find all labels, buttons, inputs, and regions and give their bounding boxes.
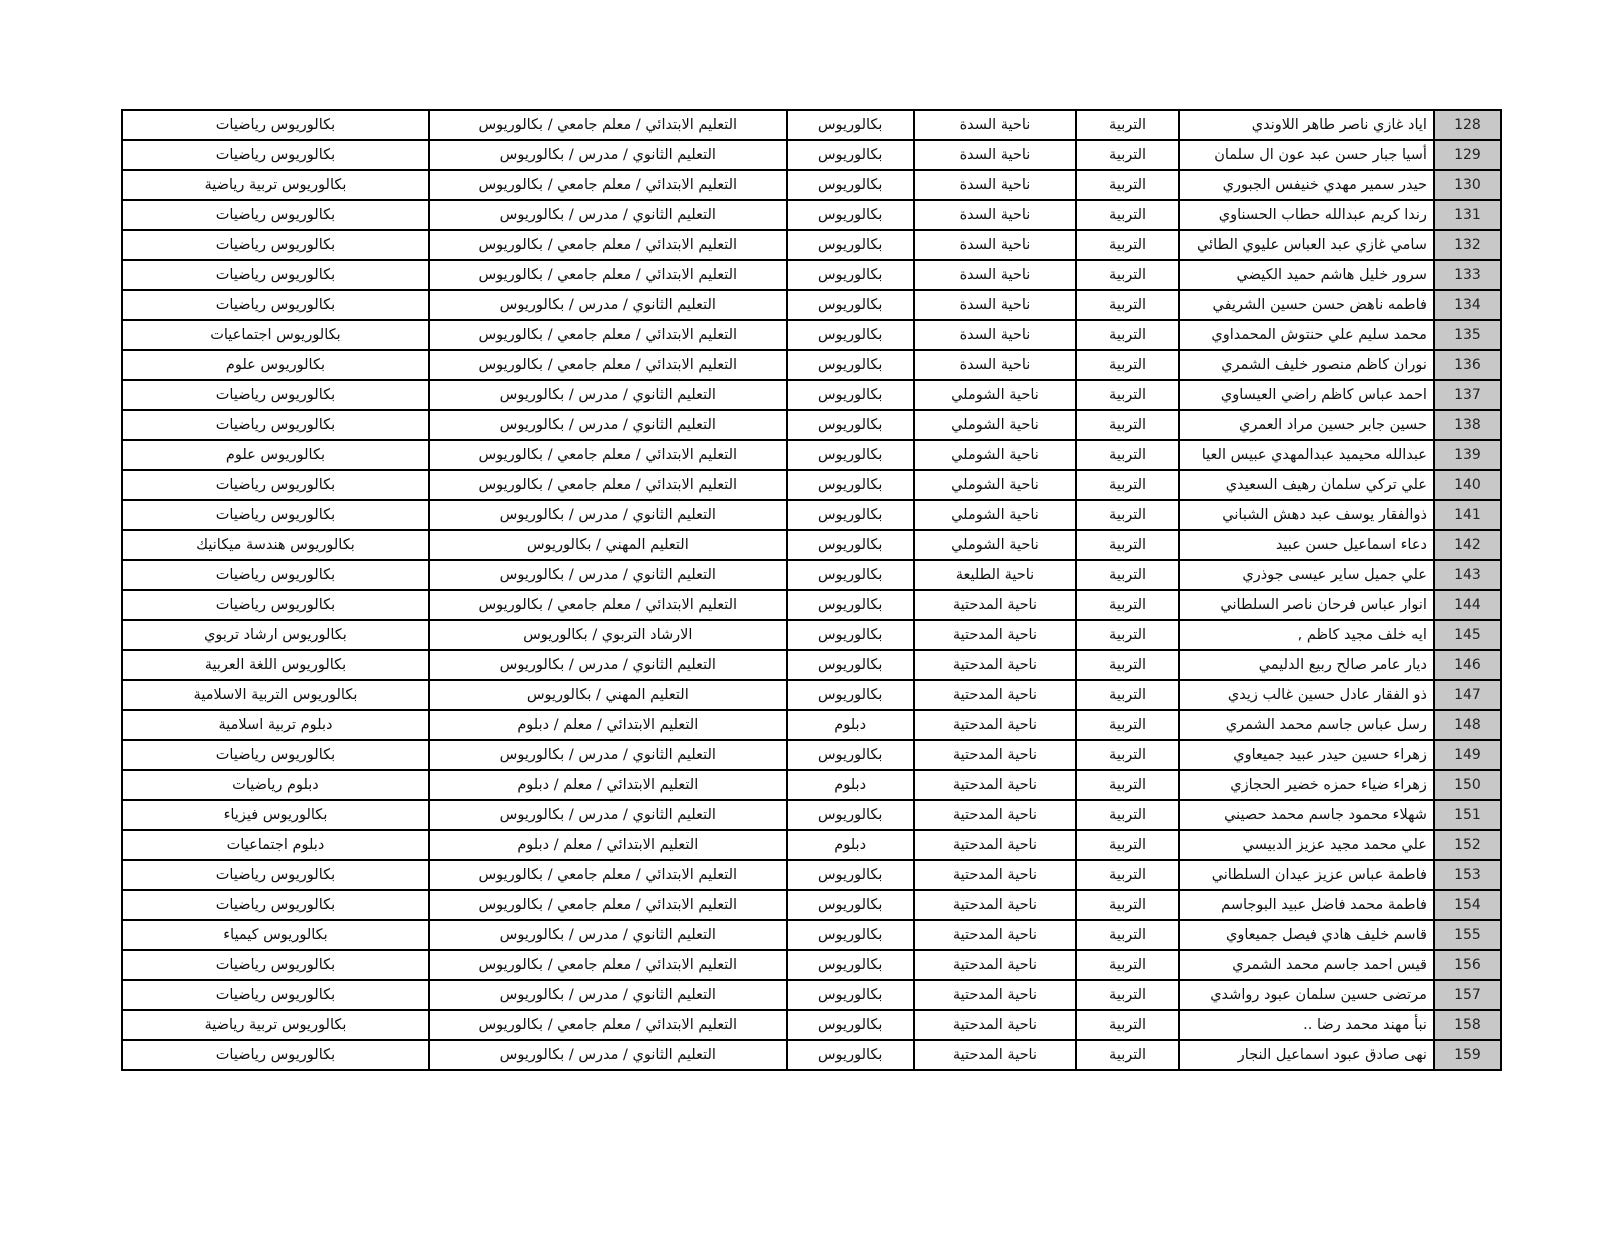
certificate-cell: بكالوريوس bbox=[787, 680, 914, 710]
area-cell: ناحية المدحتية bbox=[914, 800, 1077, 830]
specialization-cell: بكالوريوس هندسة ميكانيك bbox=[122, 530, 429, 560]
specialization-cell: بكالوريوس رياضيات bbox=[122, 950, 429, 980]
name-cell: اياد غازي ناصر طاهر اللاوندي bbox=[1179, 110, 1434, 140]
certificate-cell: بكالوريوس bbox=[787, 1040, 914, 1070]
name-cell: رندا كريم عبدالله حطاب الحسناوي bbox=[1179, 200, 1434, 230]
specialization-cell: بكالوريوس رياضيات bbox=[122, 290, 429, 320]
table-row bbox=[122, 800, 1501, 830]
row-number-cell: 155 bbox=[1434, 920, 1501, 950]
specialization-cell: بكالوريوس علوم bbox=[122, 350, 429, 380]
table-row bbox=[122, 110, 1501, 140]
name-cell: دعاء اسماعيل حسن عبيد bbox=[1179, 530, 1434, 560]
row-number-cell: 154 bbox=[1434, 890, 1501, 920]
specialization-cell: بكالوريوس اللغة العربية bbox=[122, 650, 429, 680]
name-cell: ديار عامر صالح ربيع الدليمي bbox=[1179, 650, 1434, 680]
job-category-cell: التعليم الثانوي / مدرس / بكالوريوس bbox=[429, 410, 787, 440]
job-category-cell: التعليم الابتدائي / معلم جامعي / بكالوريوس bbox=[429, 1010, 787, 1040]
job-category-cell: التعليم الابتدائي / معلم جامعي / بكالوريوس bbox=[429, 170, 787, 200]
row-number-cell: 159 bbox=[1434, 1040, 1501, 1070]
certificate-cell: بكالوريوس bbox=[787, 980, 914, 1010]
name-cell: علي تركي سلمان رهيف السعيدي bbox=[1179, 470, 1434, 500]
certificate-cell: بكالوريوس bbox=[787, 1010, 914, 1040]
area-cell: ناحية الشوملي bbox=[914, 470, 1077, 500]
table-row bbox=[122, 230, 1501, 260]
name-cell: نبأ مهند محمد رضا .. bbox=[1179, 1010, 1434, 1040]
job-category-cell: التعليم الثانوي / مدرس / بكالوريوس bbox=[429, 980, 787, 1010]
certificate-cell: دبلوم bbox=[787, 710, 914, 740]
specialization-cell: بكالوريوس رياضيات bbox=[122, 980, 429, 1010]
name-cell: فاطمه ناهض حسن حسين الشريفي bbox=[1179, 290, 1434, 320]
specialization-cell: بكالوريوس رياضيات bbox=[122, 410, 429, 440]
department-cell: التربية bbox=[1076, 500, 1179, 530]
specialization-cell: بكالوريوس اجتماعيات bbox=[122, 320, 429, 350]
department-cell: التربية bbox=[1076, 1010, 1179, 1040]
area-cell: ناحية المدحتية bbox=[914, 620, 1077, 650]
row-number-cell: 157 bbox=[1434, 980, 1501, 1010]
area-cell: ناحية السدة bbox=[914, 140, 1077, 170]
department-cell: التربية bbox=[1076, 740, 1179, 770]
area-cell: ناحية الطليعة bbox=[914, 560, 1077, 590]
department-cell: التربية bbox=[1076, 380, 1179, 410]
name-cell: سرور خليل هاشم حميد الكيضي bbox=[1179, 260, 1434, 290]
row-number-cell: 146 bbox=[1434, 650, 1501, 680]
department-cell: التربية bbox=[1076, 560, 1179, 590]
specialization-cell: بكالوريوس تربية رياضية bbox=[122, 170, 429, 200]
table-row bbox=[122, 380, 1501, 410]
department-cell: التربية bbox=[1076, 1040, 1179, 1070]
row-number-cell: 153 bbox=[1434, 860, 1501, 890]
job-category-cell: التعليم الابتدائي / معلم / دبلوم bbox=[429, 830, 787, 860]
name-cell: قاسم خليف هادي فيصل جميعاوي bbox=[1179, 920, 1434, 950]
area-cell: ناحية السدة bbox=[914, 350, 1077, 380]
specialization-cell: بكالوريوس التربية الاسلامية bbox=[122, 680, 429, 710]
table-row bbox=[122, 410, 1501, 440]
table-row bbox=[122, 140, 1501, 170]
department-cell: التربية bbox=[1076, 350, 1179, 380]
row-number-cell: 150 bbox=[1434, 770, 1501, 800]
department-cell: التربية bbox=[1076, 830, 1179, 860]
area-cell: ناحية المدحتية bbox=[914, 1040, 1077, 1070]
job-category-cell: التعليم الابتدائي / معلم جامعي / بكالوريوس bbox=[429, 110, 787, 140]
table-row bbox=[122, 290, 1501, 320]
table-row bbox=[122, 830, 1501, 860]
specialization-cell: بكالوريوس رياضيات bbox=[122, 230, 429, 260]
table-row bbox=[122, 920, 1501, 950]
department-cell: التربية bbox=[1076, 470, 1179, 500]
table-row bbox=[122, 890, 1501, 920]
department-cell: التربية bbox=[1076, 200, 1179, 230]
department-cell: التربية bbox=[1076, 230, 1179, 260]
job-category-cell: التعليم الثانوي / مدرس / بكالوريوس bbox=[429, 200, 787, 230]
table-row bbox=[122, 950, 1501, 980]
name-cell: ايه خلف مجيد كاظم , bbox=[1179, 620, 1434, 650]
table-row bbox=[122, 500, 1501, 530]
specialization-cell: بكالوريوس رياضيات bbox=[122, 890, 429, 920]
name-cell: علي جميل ساير عيسى جوذري bbox=[1179, 560, 1434, 590]
job-category-cell: التعليم الثانوي / مدرس / بكالوريوس bbox=[429, 380, 787, 410]
department-cell: التربية bbox=[1076, 320, 1179, 350]
specialization-cell: بكالوريوس رياضيات bbox=[122, 860, 429, 890]
table-row bbox=[122, 170, 1501, 200]
specialization-cell: بكالوريوس تربية رياضية bbox=[122, 1010, 429, 1040]
area-cell: ناحية المدحتية bbox=[914, 770, 1077, 800]
area-cell: ناحية المدحتية bbox=[914, 890, 1077, 920]
job-category-cell: التعليم الثانوي / مدرس / بكالوريوس bbox=[429, 140, 787, 170]
area-cell: ناحية الشوملي bbox=[914, 440, 1077, 470]
area-cell: ناحية المدحتية bbox=[914, 860, 1077, 890]
row-number-cell: 138 bbox=[1434, 410, 1501, 440]
certificate-cell: بكالوريوس bbox=[787, 500, 914, 530]
row-number-cell: 131 bbox=[1434, 200, 1501, 230]
row-number-cell: 144 bbox=[1434, 590, 1501, 620]
area-cell: ناحية الشوملي bbox=[914, 410, 1077, 440]
department-cell: التربية bbox=[1076, 170, 1179, 200]
job-category-cell: التعليم المهني / بكالوريوس bbox=[429, 680, 787, 710]
specialization-cell: بكالوريوس كيمياء bbox=[122, 920, 429, 950]
job-category-cell: التعليم الابتدائي / معلم جامعي / بكالوريوس bbox=[429, 890, 787, 920]
table-row bbox=[122, 680, 1501, 710]
row-number-cell: 133 bbox=[1434, 260, 1501, 290]
table-row bbox=[122, 530, 1501, 560]
certificate-cell: بكالوريوس bbox=[787, 440, 914, 470]
name-cell: عبدالله محيميد عبدالمهدي عبيس العيا bbox=[1179, 440, 1434, 470]
table-row bbox=[122, 1040, 1501, 1070]
job-category-cell: التعليم الابتدائي / معلم جامعي / بكالوريوس bbox=[429, 230, 787, 260]
job-category-cell: التعليم الابتدائي / معلم جامعي / بكالوريوس bbox=[429, 440, 787, 470]
name-cell: حسين جابر حسين مراد العمري bbox=[1179, 410, 1434, 440]
department-cell: التربية bbox=[1076, 290, 1179, 320]
area-cell: ناحية المدحتية bbox=[914, 920, 1077, 950]
area-cell: ناحية المدحتية bbox=[914, 1010, 1077, 1040]
table-row bbox=[122, 590, 1501, 620]
certificate-cell: دبلوم bbox=[787, 830, 914, 860]
table-row bbox=[122, 860, 1501, 890]
name-cell: شهلاء محمود جاسم محمد حصيني bbox=[1179, 800, 1434, 830]
job-category-cell: التعليم الابتدائي / معلم جامعي / بكالوريوس bbox=[429, 950, 787, 980]
department-cell: التربية bbox=[1076, 710, 1179, 740]
certificate-cell: بكالوريوس bbox=[787, 140, 914, 170]
name-cell: زهراء ضياء حمزه خضير الحجازي bbox=[1179, 770, 1434, 800]
table-row bbox=[122, 560, 1501, 590]
row-number-cell: 135 bbox=[1434, 320, 1501, 350]
certificate-cell: بكالوريوس bbox=[787, 110, 914, 140]
specialization-cell: بكالوريوس رياضيات bbox=[122, 140, 429, 170]
area-cell: ناحية السدة bbox=[914, 200, 1077, 230]
name-cell: ذوالفقار يوسف عبد دهش الشباني bbox=[1179, 500, 1434, 530]
job-category-cell: التعليم الابتدائي / معلم جامعي / بكالوريوس bbox=[429, 860, 787, 890]
job-category-cell: التعليم الثانوي / مدرس / بكالوريوس bbox=[429, 560, 787, 590]
specialization-cell: بكالوريوس رياضيات bbox=[122, 470, 429, 500]
department-cell: التربية bbox=[1076, 620, 1179, 650]
department-cell: التربية bbox=[1076, 890, 1179, 920]
specialization-cell: بكالوريوس رياضيات bbox=[122, 1040, 429, 1070]
certificate-cell: بكالوريوس bbox=[787, 590, 914, 620]
row-number-cell: 134 bbox=[1434, 290, 1501, 320]
table-row bbox=[122, 350, 1501, 380]
specialization-cell: بكالوريوس ارشاد تربوي bbox=[122, 620, 429, 650]
table-row bbox=[122, 470, 1501, 500]
department-cell: التربية bbox=[1076, 680, 1179, 710]
area-cell: ناحية المدحتية bbox=[914, 740, 1077, 770]
certificate-cell: بكالوريوس bbox=[787, 920, 914, 950]
name-cell: أسيا جبار حسن عبد عون ال سلمان bbox=[1179, 140, 1434, 170]
row-number-cell: 151 bbox=[1434, 800, 1501, 830]
certificate-cell: بكالوريوس bbox=[787, 380, 914, 410]
row-number-cell: 140 bbox=[1434, 470, 1501, 500]
department-cell: التربية bbox=[1076, 650, 1179, 680]
department-cell: التربية bbox=[1076, 530, 1179, 560]
area-cell: ناحية الشوملي bbox=[914, 530, 1077, 560]
row-number-cell: 129 bbox=[1434, 140, 1501, 170]
table-row bbox=[122, 710, 1501, 740]
area-cell: ناحية المدحتية bbox=[914, 950, 1077, 980]
specialization-cell: بكالوريوس فيزياء bbox=[122, 800, 429, 830]
job-category-cell: التعليم الثانوي / مدرس / بكالوريوس bbox=[429, 920, 787, 950]
department-cell: التربية bbox=[1076, 860, 1179, 890]
row-number-cell: 143 bbox=[1434, 560, 1501, 590]
certificate-cell: بكالوريوس bbox=[787, 170, 914, 200]
row-number-cell: 128 bbox=[1434, 110, 1501, 140]
name-cell: ذو الفقار عادل حسين غالب زيدي bbox=[1179, 680, 1434, 710]
job-category-cell: التعليم الابتدائي / معلم جامعي / بكالوريوس bbox=[429, 350, 787, 380]
certificate-cell: بكالوريوس bbox=[787, 230, 914, 260]
row-number-cell: 141 bbox=[1434, 500, 1501, 530]
area-cell: ناحية السدة bbox=[914, 320, 1077, 350]
area-cell: ناحية الشوملي bbox=[914, 500, 1077, 530]
job-category-cell: التعليم الثانوي / مدرس / بكالوريوس bbox=[429, 800, 787, 830]
table-row bbox=[122, 1010, 1501, 1040]
department-cell: التربية bbox=[1076, 260, 1179, 290]
area-cell: ناحية السدة bbox=[914, 230, 1077, 260]
row-number-cell: 145 bbox=[1434, 620, 1501, 650]
name-cell: نهى صادق عبود اسماعيل النجار bbox=[1179, 1040, 1434, 1070]
row-number-cell: 136 bbox=[1434, 350, 1501, 380]
name-cell: انوار عباس فرحان ناصر السلطاني bbox=[1179, 590, 1434, 620]
specialization-cell: بكالوريوس علوم bbox=[122, 440, 429, 470]
department-cell: التربية bbox=[1076, 140, 1179, 170]
specialization-cell: بكالوريوس رياضيات bbox=[122, 500, 429, 530]
specialization-cell: بكالوريوس رياضيات bbox=[122, 560, 429, 590]
certificate-cell: بكالوريوس bbox=[787, 800, 914, 830]
specialization-cell: دبلوم تربية اسلامية bbox=[122, 710, 429, 740]
department-cell: التربية bbox=[1076, 980, 1179, 1010]
certificate-cell: بكالوريوس bbox=[787, 410, 914, 440]
department-cell: التربية bbox=[1076, 440, 1179, 470]
row-number-cell: 139 bbox=[1434, 440, 1501, 470]
row-number-cell: 156 bbox=[1434, 950, 1501, 980]
job-category-cell: التعليم الابتدائي / معلم / دبلوم bbox=[429, 770, 787, 800]
name-cell: محمد سليم علي حنتوش المحمداوي bbox=[1179, 320, 1434, 350]
certificate-cell: بكالوريوس bbox=[787, 890, 914, 920]
table-row bbox=[122, 320, 1501, 350]
certificate-cell: بكالوريوس bbox=[787, 620, 914, 650]
area-cell: ناحية الشوملي bbox=[914, 380, 1077, 410]
table-row bbox=[122, 740, 1501, 770]
table-row bbox=[122, 770, 1501, 800]
certificate-cell: بكالوريوس bbox=[787, 200, 914, 230]
certificate-cell: بكالوريوس bbox=[787, 740, 914, 770]
area-cell: ناحية السدة bbox=[914, 290, 1077, 320]
department-cell: التربية bbox=[1076, 920, 1179, 950]
table-body bbox=[122, 110, 1501, 1070]
name-cell: فاطمة عباس عزيز عيدان السلطاني bbox=[1179, 860, 1434, 890]
table-row bbox=[122, 440, 1501, 470]
table-row bbox=[122, 980, 1501, 1010]
name-cell: علي محمد مجيد عزيز الدبيسي bbox=[1179, 830, 1434, 860]
specialization-cell: دبلوم رياضيات bbox=[122, 770, 429, 800]
area-cell: ناحية المدحتية bbox=[914, 650, 1077, 680]
name-cell: نوران كاظم منصور خليف الشمري bbox=[1179, 350, 1434, 380]
department-cell: التربية bbox=[1076, 770, 1179, 800]
row-number-cell: 137 bbox=[1434, 380, 1501, 410]
specialization-cell: بكالوريوس رياضيات bbox=[122, 740, 429, 770]
name-cell: قيس احمد جاسم محمد الشمري bbox=[1179, 950, 1434, 980]
row-number-cell: 142 bbox=[1434, 530, 1501, 560]
department-cell: التربية bbox=[1076, 950, 1179, 980]
department-cell: التربية bbox=[1076, 410, 1179, 440]
name-cell: سامي غازي عبد العباس عليوي الطائي bbox=[1179, 230, 1434, 260]
name-cell: رسل عباس جاسم محمد الشمري bbox=[1179, 710, 1434, 740]
specialization-cell: بكالوريوس رياضيات bbox=[122, 260, 429, 290]
certificate-cell: بكالوريوس bbox=[787, 470, 914, 500]
area-cell: ناحية المدحتية bbox=[914, 680, 1077, 710]
certificate-cell: دبلوم bbox=[787, 770, 914, 800]
row-number-cell: 130 bbox=[1434, 170, 1501, 200]
row-number-cell: 158 bbox=[1434, 1010, 1501, 1040]
job-category-cell: التعليم الثانوي / مدرس / بكالوريوس bbox=[429, 290, 787, 320]
certificate-cell: بكالوريوس bbox=[787, 650, 914, 680]
table-row bbox=[122, 200, 1501, 230]
specialization-cell: دبلوم اجتماعيات bbox=[122, 830, 429, 860]
job-category-cell: التعليم الثانوي / مدرس / بكالوريوس bbox=[429, 500, 787, 530]
certificate-cell: بكالوريوس bbox=[787, 350, 914, 380]
name-cell: فاطمة محمد فاضل عبيد البوجاسم bbox=[1179, 890, 1434, 920]
specialization-cell: بكالوريوس رياضيات bbox=[122, 200, 429, 230]
name-cell: زهراء حسين حيدر عبيد جميعاوي bbox=[1179, 740, 1434, 770]
specialization-cell: بكالوريوس رياضيات bbox=[122, 380, 429, 410]
appointments-table bbox=[121, 109, 1502, 1071]
certificate-cell: بكالوريوس bbox=[787, 320, 914, 350]
area-cell: ناحية المدحتية bbox=[914, 590, 1077, 620]
table-row bbox=[122, 260, 1501, 290]
area-cell: ناحية المدحتية bbox=[914, 980, 1077, 1010]
row-number-cell: 132 bbox=[1434, 230, 1501, 260]
specialization-cell: بكالوريوس رياضيات bbox=[122, 110, 429, 140]
job-category-cell: التعليم الابتدائي / معلم جامعي / بكالوريوس bbox=[429, 470, 787, 500]
table-row bbox=[122, 650, 1501, 680]
area-cell: ناحية السدة bbox=[914, 170, 1077, 200]
department-cell: التربية bbox=[1076, 110, 1179, 140]
certificate-cell: بكالوريوس bbox=[787, 860, 914, 890]
job-category-cell: التعليم الابتدائي / معلم / دبلوم bbox=[429, 710, 787, 740]
job-category-cell: الارشاد التربوي / بكالوريوس bbox=[429, 620, 787, 650]
job-category-cell: التعليم الثانوي / مدرس / بكالوريوس bbox=[429, 650, 787, 680]
certificate-cell: بكالوريوس bbox=[787, 950, 914, 980]
certificate-cell: بكالوريوس bbox=[787, 530, 914, 560]
row-number-cell: 147 bbox=[1434, 680, 1501, 710]
row-number-cell: 148 bbox=[1434, 710, 1501, 740]
area-cell: ناحية المدحتية bbox=[914, 710, 1077, 740]
area-cell: ناحية المدحتية bbox=[914, 830, 1077, 860]
job-category-cell: التعليم الابتدائي / معلم جامعي / بكالوريوس bbox=[429, 590, 787, 620]
area-cell: ناحية السدة bbox=[914, 260, 1077, 290]
name-cell: حيدر سمير مهدي خنيفس الجبوري bbox=[1179, 170, 1434, 200]
job-category-cell: التعليم المهني / بكالوريوس bbox=[429, 530, 787, 560]
certificate-cell: بكالوريوس bbox=[787, 290, 914, 320]
row-number-cell: 152 bbox=[1434, 830, 1501, 860]
job-category-cell: التعليم الابتدائي / معلم جامعي / بكالوريوس bbox=[429, 320, 787, 350]
job-category-cell: التعليم الثانوي / مدرس / بكالوريوس bbox=[429, 740, 787, 770]
certificate-cell: بكالوريوس bbox=[787, 560, 914, 590]
job-category-cell: التعليم الابتدائي / معلم جامعي / بكالوريوس bbox=[429, 260, 787, 290]
certificate-cell: بكالوريوس bbox=[787, 260, 914, 290]
name-cell: احمد عباس كاظم راضي العيساوي bbox=[1179, 380, 1434, 410]
name-cell: مرتضى حسين سلمان عبود رواشدي bbox=[1179, 980, 1434, 1010]
department-cell: التربية bbox=[1076, 800, 1179, 830]
appointments-table-container bbox=[121, 109, 1502, 1071]
specialization-cell: بكالوريوس رياضيات bbox=[122, 590, 429, 620]
row-number-cell: 149 bbox=[1434, 740, 1501, 770]
table-row bbox=[122, 620, 1501, 650]
area-cell: ناحية السدة bbox=[914, 110, 1077, 140]
job-category-cell: التعليم الثانوي / مدرس / بكالوريوس bbox=[429, 1040, 787, 1070]
department-cell: التربية bbox=[1076, 590, 1179, 620]
